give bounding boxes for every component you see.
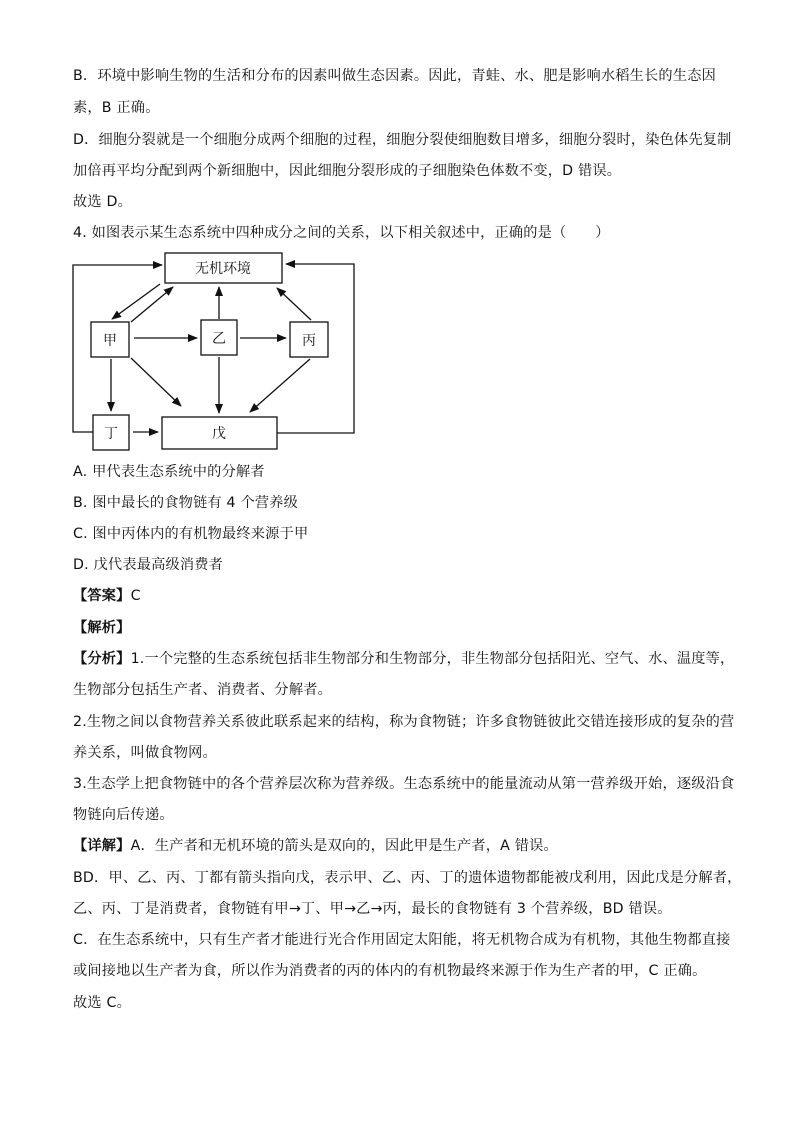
analysis-tag: 【解析】 [73, 620, 131, 636]
arrow-ding-env [73, 265, 162, 432]
text-line: 物链向后传递。 [73, 807, 174, 823]
fenxi-tag: 【分析】 [73, 651, 131, 667]
text-line: 乙、丙、丁是消费者，食物链有甲→丁、甲→乙→丙，最长的食物链有 3 个营养级，BD 错误。 [73, 901, 672, 917]
fenxi-text: 1.一个完整的生态系统包括非生物部分和生物部分，非生物部分包括阳光、空气、水、温度等， [130, 651, 735, 667]
text-line: C．在生态系统中，只有生产者才能进行光合作用固定太阳能，将无机物合成为有机物，其他生物都直接 [73, 932, 731, 948]
option-b: B. 图中最长的食物链有 4 个营养级 [73, 495, 299, 511]
arrow-bing-env [277, 288, 311, 320]
text-line: 或间接地以生产者为食，所以作为消费者的丙的体内的有机物最终来源于作为生产者的甲，C 正确。 [73, 963, 707, 979]
text-line: 故选 C。 [73, 995, 131, 1011]
xiangjie-tag: 【详解】 [73, 838, 131, 854]
arrow-jia-env [131, 287, 173, 322]
label-ding: 丁 [104, 426, 118, 442]
text-line: B．环境中影响生物的生活和分布的因素叫做生态因素。因此，青蛙、水、肥是影响水稻生长的生态因 [73, 68, 716, 84]
question-stem: 4. 如图表示某生态系统中四种成分之间的关系，以下相关叙述中，正确的是（ ） [73, 225, 610, 241]
text-line: BD．甲、乙、丙、丁都有箭头指向戊，表示甲、乙、丙、丁的遗体遗物都能被戊利用，因此戊是分解者， [73, 870, 742, 886]
answer-value: C [130, 588, 141, 604]
xiangjie-text: A．生产者和无机环境的箭头是双向的，因此甲是生产者，A 错误。 [130, 838, 558, 854]
text-line: D．细胞分裂就是一个细胞分成两个细胞的过程，细胞分裂使细胞数目增多，细胞分裂时，染色体先复制 [73, 132, 732, 148]
option-c: C. 图中丙体内的有机物最终来源于甲 [73, 526, 309, 542]
text-line: 养关系，叫做食物网。 [73, 745, 217, 761]
label-bing: 丙 [302, 333, 316, 349]
label-yi: 乙 [212, 331, 226, 347]
text-line: 加倍再平均分配到两个新细胞中，因此细胞分裂形成的子细胞染色体数不变，D 错误。 [73, 163, 622, 179]
label-env: 无机环境 [195, 261, 251, 277]
text-line: 3.生态学上把食物链中的各个营养层次称为营养级。生态系统中的能量流动从第一营养级开始，逐级沿食 [73, 776, 735, 792]
text-line: 生物部分包括生产者、消费者、分解者。 [73, 682, 332, 698]
arrow-env-jia [112, 284, 160, 319]
text-line: 2.生物之间以食物营养关系彼此联系起来的结构，称为食物链；许多食物链彼此交错连接形成的复杂的营 [73, 714, 735, 730]
label-jia: 甲 [103, 333, 117, 349]
label-wu: 戊 [212, 426, 226, 442]
text-line: 故选 D。 [73, 194, 132, 210]
answer-line [73, 586, 141, 606]
arrow-jia-wu [131, 358, 181, 406]
answer-tag: 【答案】 [73, 588, 131, 604]
text-line: 素，B 正确。 [73, 100, 160, 116]
option-d: D. 戊代表最高级消费者 [73, 557, 224, 573]
analysis-line [73, 649, 734, 669]
ecosystem-diagram [0, 0, 794, 470]
arrow-bing-wu [250, 359, 310, 412]
option-a: A. 甲代表生态系统中的分解者 [73, 464, 265, 480]
detail-line [73, 836, 558, 856]
